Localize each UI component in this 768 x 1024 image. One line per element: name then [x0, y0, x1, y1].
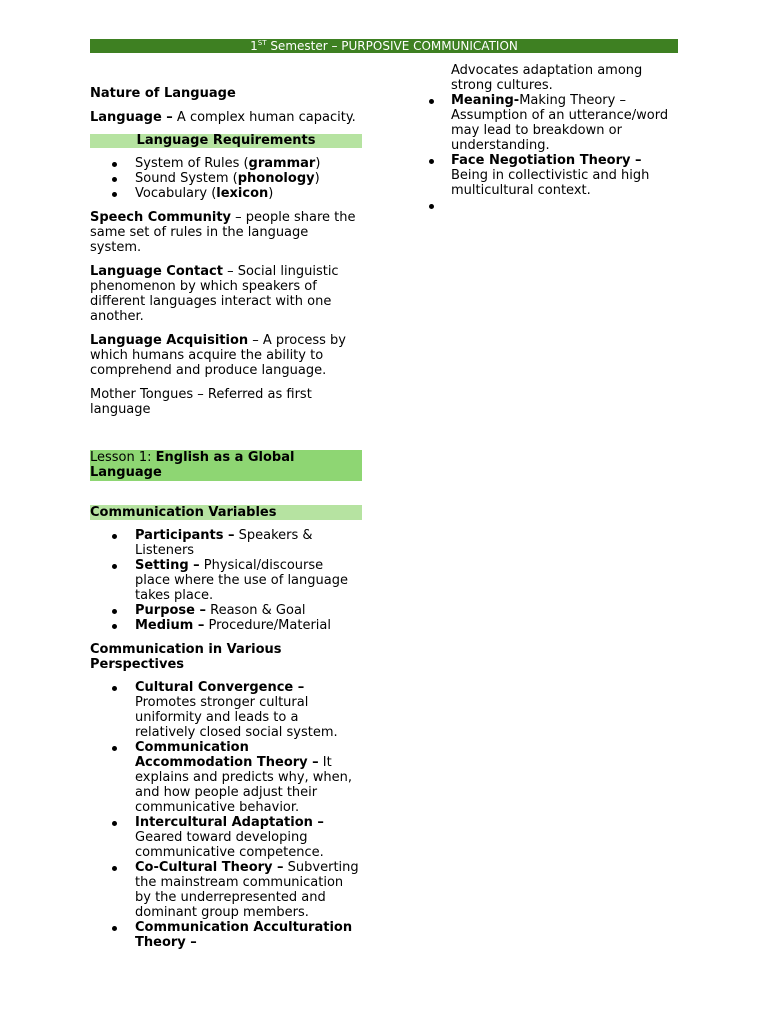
perspective-term: Co-Cultural Theory – — [135, 860, 284, 875]
perspective-term: Communication Acculturation Theory – — [135, 920, 353, 950]
variables-list — [90, 528, 362, 633]
left-column — [90, 86, 362, 950]
requirement-post: ) — [315, 156, 321, 171]
list-item — [451, 93, 681, 153]
perspective-term: Communication Accommodation Theory – — [135, 740, 319, 770]
requirement-bold: phonology — [237, 171, 315, 186]
contact-term: Language Contact — [90, 264, 223, 279]
perspective-def: Promotes stronger cultural uniformity and leads to a relatively closed social system. — [135, 695, 338, 740]
language-def: A complex human capacity. — [172, 110, 356, 125]
lesson-title: English as a Global Language — [90, 450, 295, 480]
list-item — [90, 920, 362, 950]
variable-term: Participants – — [135, 528, 235, 543]
language-term: Language – — [90, 110, 173, 125]
speech-def: – people share the same set of rules in the language system. — [90, 210, 356, 255]
theory-term: Meaning- — [451, 93, 520, 108]
header-ordinal: 1 — [250, 39, 258, 53]
lesson-prefix: Lesson 1: — [90, 450, 156, 465]
theory-def: Making Theory – Assumption of an utterance/word may lead to breakdown or understanding. — [451, 93, 669, 153]
perspectives-list — [90, 680, 362, 950]
lesson-heading — [90, 450, 362, 481]
variable-term: Setting – — [135, 558, 200, 573]
requirements-list — [90, 156, 362, 201]
perspectives-heading: Communication in Various Perspectives — [90, 642, 282, 672]
variables-heading: Communication Variables — [90, 505, 362, 520]
continuation-text: Advocates adaptation among strong cultures. — [451, 63, 643, 93]
variable-term: Medium – — [135, 618, 205, 633]
requirements-heading: Language Requirements — [90, 134, 362, 148]
speech-community — [90, 210, 362, 255]
header-superscript: ST — [257, 39, 267, 47]
header-title: Semester – PURPOSIVE COMMUNICATION — [266, 39, 518, 53]
requirement-post: ) — [314, 171, 320, 186]
mother-tongues: Mother Tongues – Referred as first language — [90, 387, 312, 417]
theories-list — [451, 93, 681, 213]
requirement-pre: System of Rules ( — [135, 156, 249, 171]
list-item — [90, 156, 362, 171]
theory-def: Being in collectivistic and high multicultural context. — [451, 168, 650, 198]
language-contact — [90, 264, 362, 324]
list-item — [90, 860, 362, 920]
variable-def: Speakers & Listeners — [135, 528, 313, 558]
language-definition — [90, 110, 362, 125]
list-item — [90, 815, 362, 860]
perspective-def: Subverting the mainstream communication by the underrepresented and dominant group members. — [135, 860, 359, 920]
requirement-pre: Sound System ( — [135, 171, 238, 186]
list-item — [90, 740, 362, 815]
speech-term: Speech Community — [90, 210, 232, 225]
page-header — [90, 39, 678, 53]
theory-term: Face Negotiation Theory – — [451, 153, 642, 168]
right-column — [451, 63, 681, 213]
list-item — [90, 186, 362, 201]
variable-term: Purpose – — [135, 603, 207, 618]
requirement-post: ) — [268, 186, 274, 201]
variable-def: Procedure/Material — [204, 618, 331, 633]
list-item — [90, 603, 362, 618]
requirement-pre: Vocabulary ( — [135, 186, 217, 201]
perspective-term: Cultural Convergence – — [135, 680, 305, 695]
list-item — [451, 153, 681, 198]
perspective-def: Geared toward developing communicative competence. — [135, 830, 324, 860]
perspective-term: Intercultural Adaptation – — [135, 815, 324, 830]
variable-def: Reason & Goal — [206, 603, 306, 618]
requirement-bold: lexicon — [216, 186, 269, 201]
list-item — [90, 618, 362, 633]
variable-def: Physical/discourse place where the use of language takes place. — [135, 558, 348, 603]
requirement-bold: grammar — [248, 156, 316, 171]
list-item — [90, 528, 362, 558]
contact-def: – Social linguistic phenomenon by which speakers of different languages interact with one another. — [90, 264, 339, 324]
acquisition-def: – A process by which humans acquire the ability to comprehend and produce language. — [90, 333, 346, 378]
list-item — [90, 171, 362, 186]
perspective-def: It explains and predicts why, when, and how people adjust their communicative behavior. — [135, 755, 353, 815]
list-item — [90, 680, 362, 740]
nature-heading: Nature of Language — [90, 86, 236, 101]
list-item — [451, 198, 681, 213]
language-acquisition — [90, 333, 362, 378]
acquisition-term: Language Acquisition — [90, 333, 249, 348]
list-item — [90, 558, 362, 603]
